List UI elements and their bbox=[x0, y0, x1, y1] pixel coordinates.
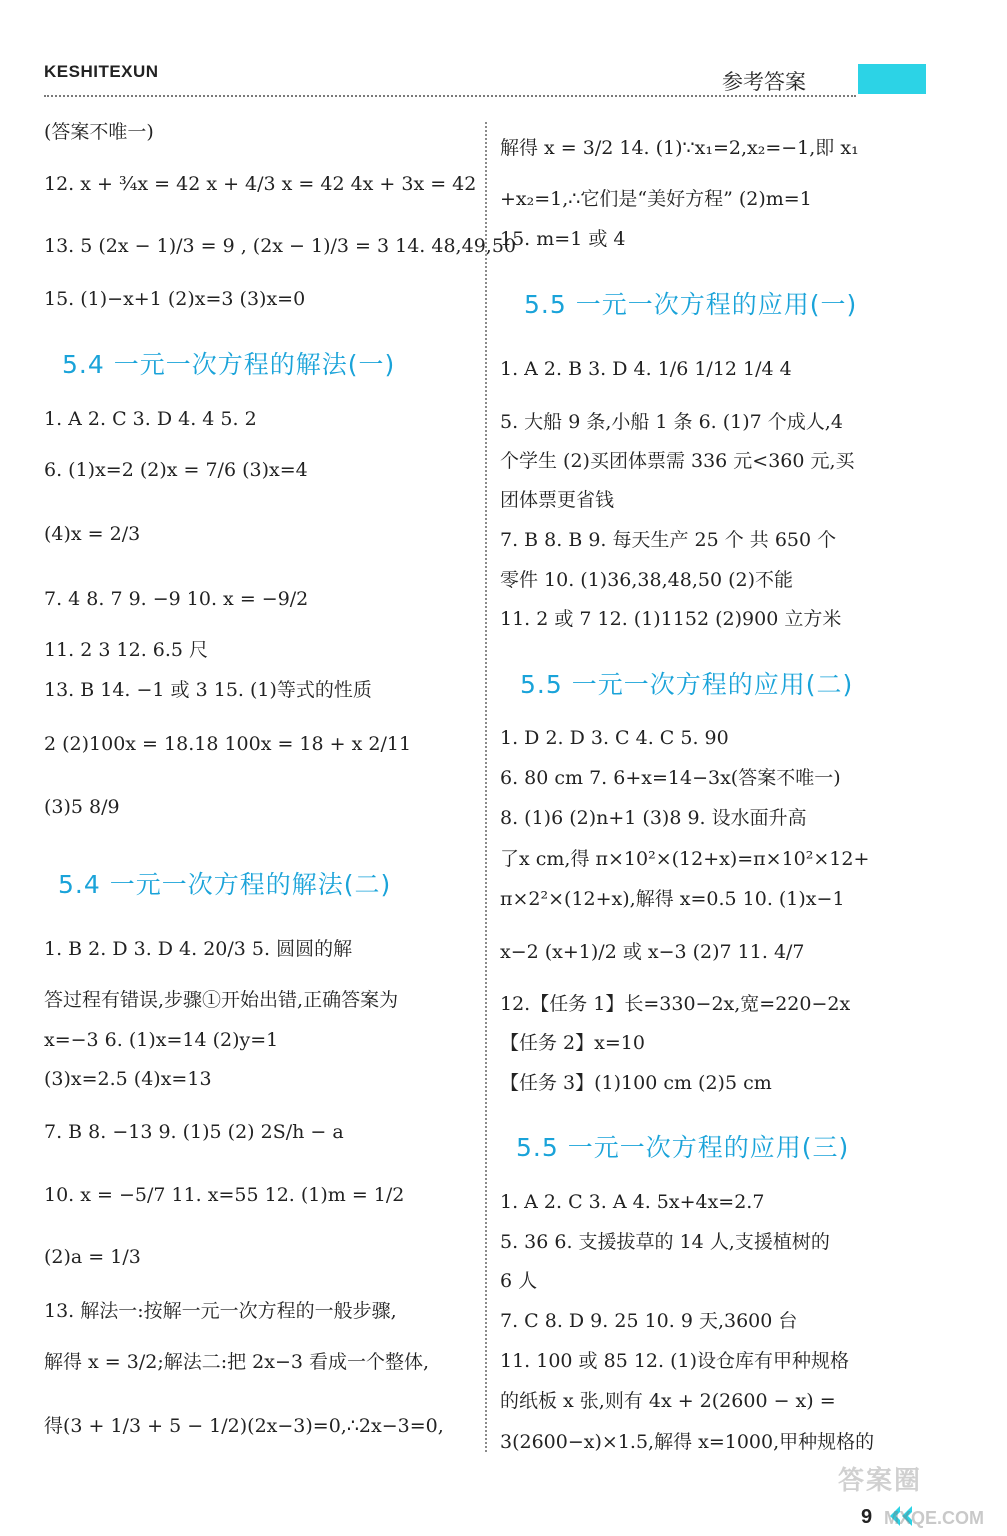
answer-line: 8. (1)6 (2)n+1 (3)8 9. 设水面升高 bbox=[500, 807, 807, 829]
answer-line: 2 (2)100x = 18.18 100x = 18 + x 2/11 bbox=[44, 733, 412, 755]
answer-line: (答案不唯一) bbox=[44, 121, 154, 143]
answer-line: 答过程有错误,步骤①开始出错,正确答案为 bbox=[44, 989, 399, 1011]
answer-line: 解得 x = 3/2;解法二:把 2x−3 看成一个整体, bbox=[44, 1351, 430, 1373]
answer-line: 5. 大船 9 条,小船 1 条 6. (1)7 个成人,4 bbox=[500, 411, 843, 433]
answer-line: +x₂=1,∴它们是“美好方程” (2)m=1 bbox=[500, 188, 812, 210]
answer-line: 11. 100 或 85 12. (1)设仓库有甲种规格 bbox=[500, 1350, 849, 1372]
answer-line: (3)5 8/9 bbox=[44, 796, 120, 818]
answer-line: 1. A 2. B 3. D 4. 1/6 1/12 1/4 4 bbox=[500, 358, 792, 380]
answer-line: 零件 10. (1)36,38,48,50 (2)不能 bbox=[500, 569, 793, 591]
answer-line: 【任务 2】x=10 bbox=[500, 1032, 645, 1054]
answer-line: 10. x = −5/7 11. x=55 12. (1)m = 1/2 bbox=[44, 1184, 405, 1206]
answer-line: (3)x=2.5 (4)x=13 bbox=[44, 1068, 212, 1090]
answer-line: (4)x = 2/3 bbox=[44, 523, 141, 545]
answer-line: 1. B 2. D 3. D 4. 20/3 5. 圆圆的解 bbox=[44, 938, 353, 960]
answer-line: 的纸板 x 张,则有 4x + 2(2600 − x) = bbox=[500, 1390, 836, 1412]
answer-line: 7. B 8. B 9. 每天生产 25 个 共 650 个 bbox=[500, 529, 837, 551]
answer-line: 6. (1)x=2 (2)x = 7/6 (3)x=4 bbox=[44, 459, 308, 481]
answer-line: 团体票更省钱 bbox=[500, 489, 615, 511]
answer-line: (2)a = 1/3 bbox=[44, 1246, 141, 1268]
answer-line: 11. 2 3 12. 6.5 尺 bbox=[44, 639, 209, 661]
answer-line: x−2 (x+1)/2 或 x−3 (2)7 11. 4/7 bbox=[500, 941, 805, 963]
answer-line: 12.【任务 1】长=330−2x,宽=220−2x bbox=[500, 993, 851, 1015]
answer-line: 6. 80 cm 7. 6+x=14−3x(答案不唯一) bbox=[500, 767, 841, 789]
answer-line: 【任务 3】(1)100 cm (2)5 cm bbox=[500, 1072, 772, 1094]
answer-line: x=−3 6. (1)x=14 (2)y=1 bbox=[44, 1029, 279, 1051]
answer-line: π×2²×(12+x),解得 x=0.5 10. (1)x−1 bbox=[500, 888, 845, 910]
answer-line: 了x cm,得 π×10²×(12+x)=π×10²×12+ bbox=[500, 848, 870, 870]
answer-line: 12. x + ¾x = 42 x + 4/3 x = 42 4x + 3x = 42 bbox=[44, 173, 477, 195]
answer-line: 1. A 2. C 3. D 4. 4 5. 2 bbox=[44, 408, 257, 430]
answer-line: 7. 4 8. 7 9. −9 10. x = −9/2 bbox=[44, 588, 309, 610]
answer-line: 个学生 (2)买团体票需 336 元<360 元,买 bbox=[500, 450, 855, 472]
answer-line: 11. 2 或 7 12. (1)1152 (2)900 立方米 bbox=[500, 608, 842, 630]
answer-line: 1. D 2. D 3. C 4. C 5. 90 bbox=[500, 727, 729, 749]
page-number: 9 bbox=[861, 1506, 873, 1528]
answer-line: 5. 36 6. 支援拔草的 14 人,支援植树的 bbox=[500, 1231, 830, 1253]
watermark-logo: 答案圈 bbox=[838, 1465, 923, 1495]
answer-line: 3(2600−x)×1.5,解得 x=1000,甲种规格的 bbox=[500, 1431, 875, 1453]
column-divider bbox=[485, 122, 487, 1452]
section-heading: 5.5 一元一次方程的应用(一) bbox=[524, 290, 858, 319]
answer-line: 7. B 8. −13 9. (1)5 (2) 2S/h − a bbox=[44, 1121, 344, 1143]
section-heading: 5.4 一元一次方程的解法(二) bbox=[58, 870, 392, 899]
brand-label: KESHITEXUN bbox=[44, 62, 159, 81]
answer-line: 13. 解法一:按解一元一次方程的一般步骤, bbox=[44, 1300, 397, 1322]
answer-line: 15. m=1 或 4 bbox=[500, 228, 626, 250]
section-heading: 5.5 一元一次方程的应用(二) bbox=[520, 670, 854, 699]
answer-line: 15. (1)−x+1 (2)x=3 (3)x=0 bbox=[44, 288, 306, 310]
header-accent-box bbox=[858, 64, 926, 94]
answer-line: 解得 x = 3/2 14. (1)∵x₁=2,x₂=−1,即 x₁ bbox=[500, 137, 859, 159]
watermark-url: MXQE.COM bbox=[884, 1508, 985, 1528]
answer-line: 得(3 + 1/3 + 5 − 1/2)(2x−3)=0,∴2x−3=0, bbox=[44, 1415, 444, 1437]
section-heading: 5.5 一元一次方程的应用(三) bbox=[516, 1133, 850, 1162]
answer-line: 7. C 8. D 9. 25 10. 9 天,3600 台 bbox=[500, 1310, 798, 1332]
answer-line: 1. A 2. C 3. A 4. 5x+4x=2.7 bbox=[500, 1191, 765, 1213]
answer-line: 6 人 bbox=[500, 1270, 538, 1292]
header-divider bbox=[44, 95, 856, 97]
answer-line: 13. B 14. −1 或 3 15. (1)等式的性质 bbox=[44, 679, 372, 701]
header-title: 参考答案 bbox=[722, 70, 806, 94]
answer-line: 13. 5 (2x − 1)/3 = 9 , (2x − 1)/3 = 3 14. 48,49,50 bbox=[44, 235, 516, 257]
section-heading: 5.4 一元一次方程的解法(一) bbox=[62, 350, 396, 379]
